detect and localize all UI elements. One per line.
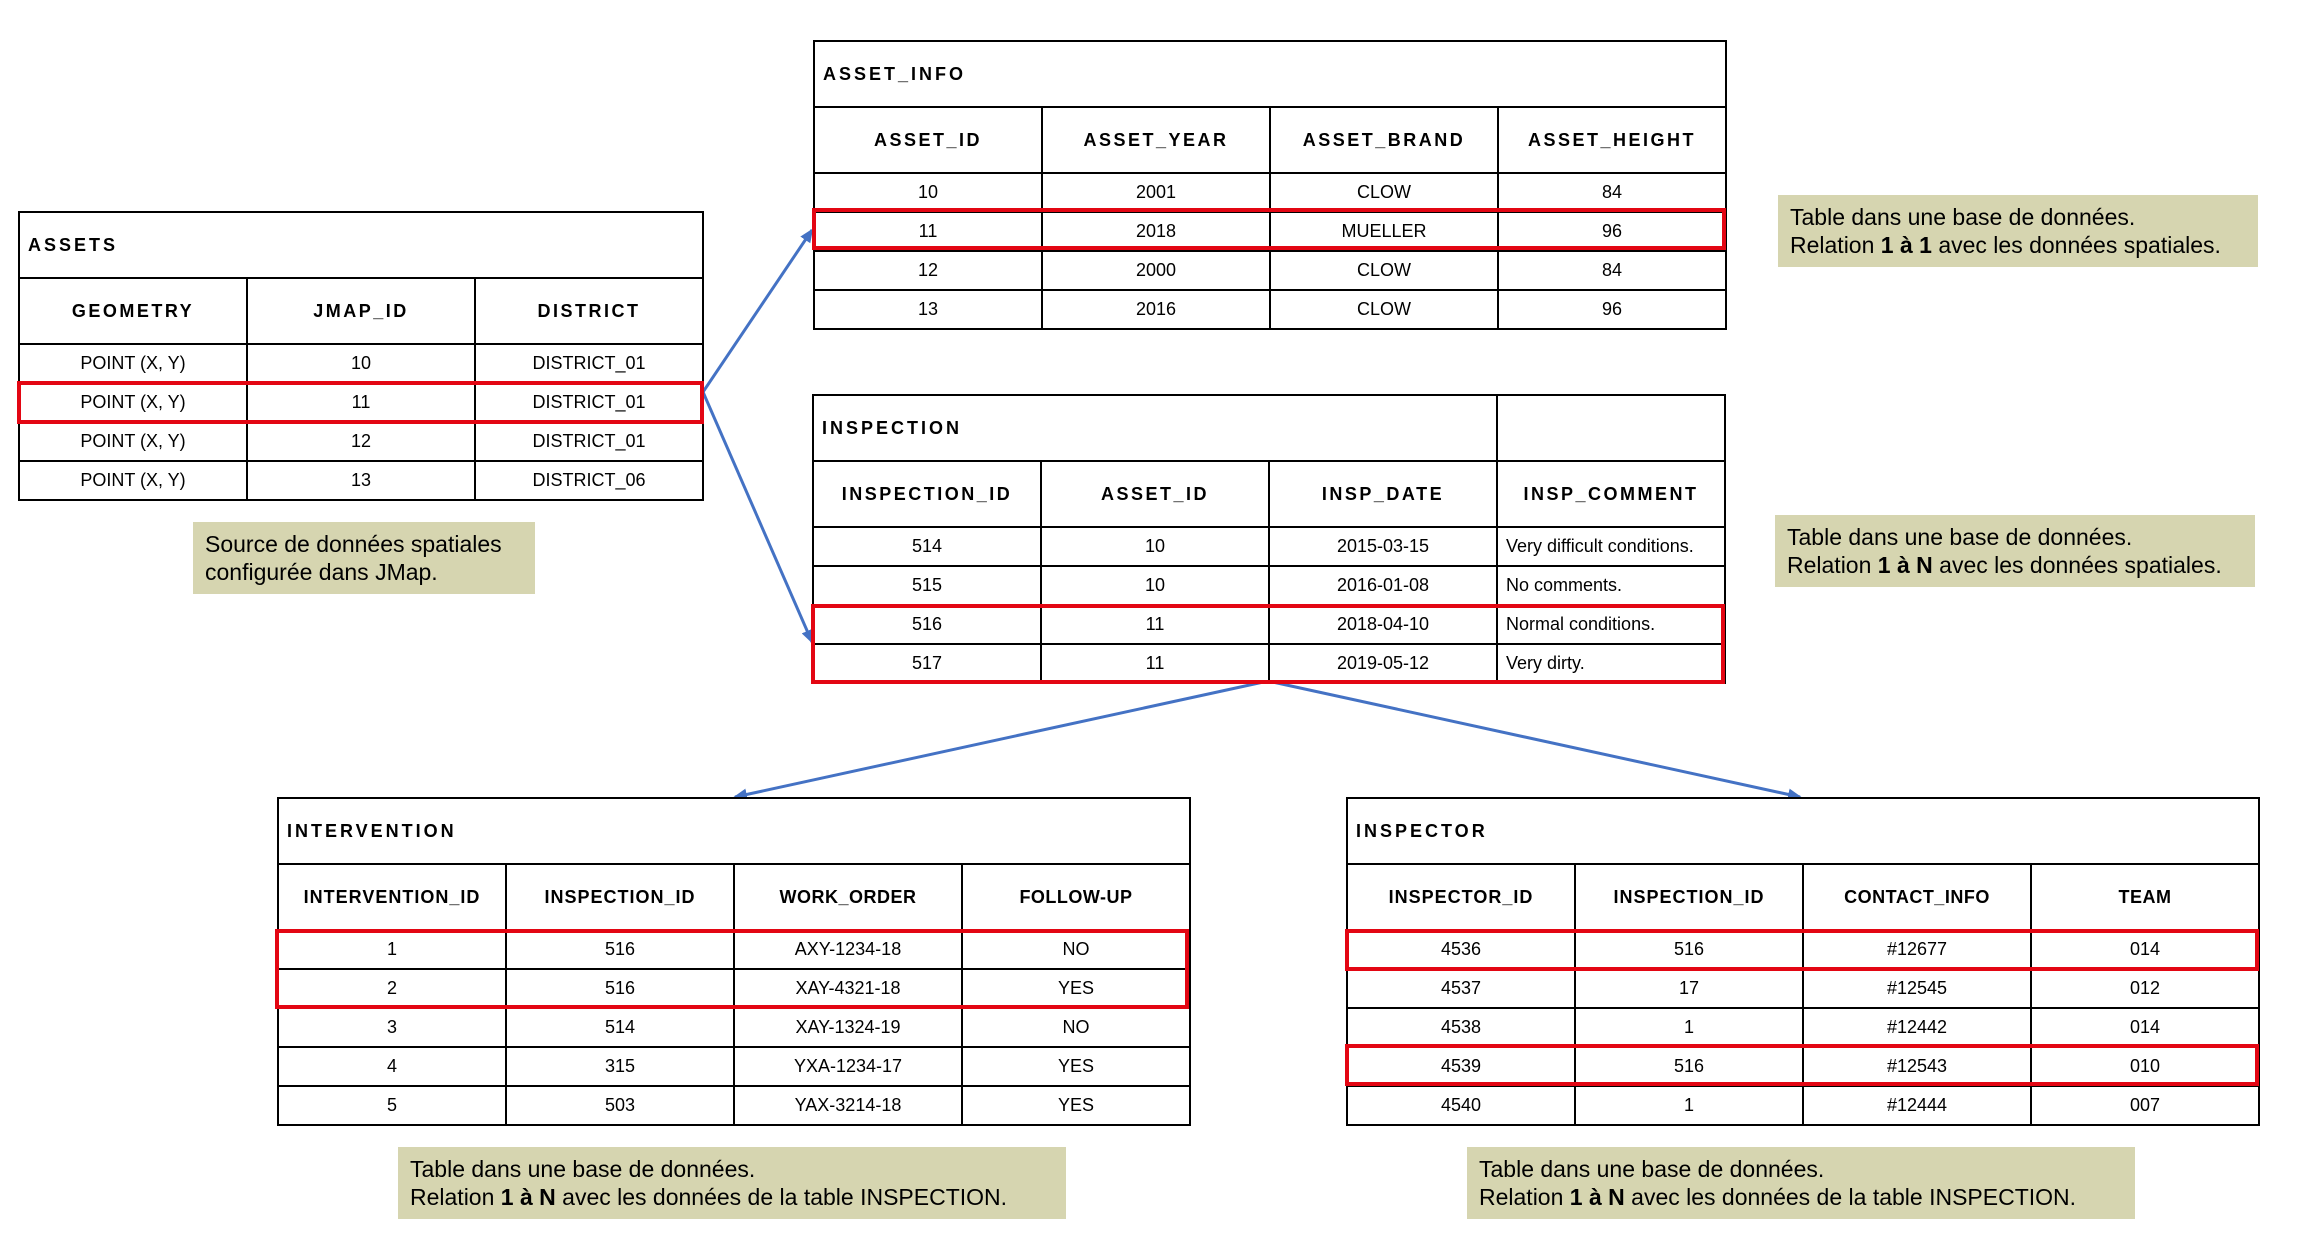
table-row: [278, 1086, 1190, 1125]
table-cell: 2018-04-10: [1269, 605, 1497, 644]
table-cell: 2016: [1042, 290, 1270, 329]
note-line: Table dans une base de données.: [1790, 204, 2136, 230]
table-cell: Very difficult conditions.: [1497, 527, 1725, 566]
table-cell: 4: [278, 1047, 506, 1086]
table-cell: 516: [506, 930, 734, 969]
table-cell: CLOW: [1270, 251, 1498, 290]
table-row: [813, 566, 1725, 605]
table-cell: NO: [962, 1008, 1190, 1047]
note-line: Table dans une base de données.: [410, 1156, 756, 1182]
table-cell: 007: [2031, 1086, 2259, 1125]
table-cell: 2016-01-08: [1269, 566, 1497, 605]
column-header: CONTACT_INFO: [1803, 864, 2031, 930]
column-header: ASSET_HEIGHT: [1498, 107, 1726, 173]
table-cell: 515: [813, 566, 1041, 605]
relation-cardinality: 1 à 1: [1880, 232, 1932, 258]
column-header: INSPECTION_ID: [1575, 864, 1803, 930]
table-cell: 503: [506, 1086, 734, 1125]
note-asset-info-relation: [1778, 195, 2258, 267]
table-cell: 1: [278, 930, 506, 969]
table-row: [19, 383, 703, 422]
table-cell: MUELLER: [1270, 212, 1498, 251]
table-cell: 10: [1041, 527, 1269, 566]
note-text: Relation: [1790, 232, 1881, 258]
table-cell: 014: [2031, 1008, 2259, 1047]
table-cell: No comments.: [1497, 566, 1725, 605]
table-title: INSPECTOR: [1347, 798, 2259, 864]
note-text: Relation: [410, 1184, 501, 1210]
note-assets-source: [193, 522, 535, 594]
table-cell: POINT (X, Y): [19, 383, 247, 422]
table-cell: 516: [1575, 930, 1803, 969]
table-cell: 4537: [1347, 969, 1575, 1008]
column-header: INSPECTION_ID: [506, 864, 734, 930]
table-cell: #12677: [1803, 930, 2031, 969]
table-row: [1347, 969, 2259, 1008]
table-cell: 010: [2031, 1047, 2259, 1086]
table-title: ASSET_INFO: [814, 41, 1726, 107]
table-row: [278, 1008, 1190, 1047]
table-cell: 4536: [1347, 930, 1575, 969]
table-row: [814, 212, 1726, 251]
table-row: [278, 969, 1190, 1008]
column-header: WORK_ORDER: [734, 864, 962, 930]
note-text: Relation: [1479, 1184, 1570, 1210]
column-header: ASSET_BRAND: [1270, 107, 1498, 173]
table-cell: 11: [1041, 605, 1269, 644]
note-text: Relation: [1787, 552, 1878, 578]
table-cell: AXY-1234-18: [734, 930, 962, 969]
table-cell: 516: [1575, 1047, 1803, 1086]
table-cell: 2001: [1042, 173, 1270, 212]
table-cell: 12: [814, 251, 1042, 290]
table-cell: 84: [1498, 173, 1726, 212]
note-line: configurée dans JMap.: [205, 559, 438, 585]
table-cell: DISTRICT_01: [475, 383, 703, 422]
table-cell: 2018: [1042, 212, 1270, 251]
table-cell: #12444: [1803, 1086, 2031, 1125]
column-header: TEAM: [2031, 864, 2259, 930]
table-row: [1347, 1008, 2259, 1047]
table-cell: 96: [1498, 290, 1726, 329]
table-cell: XAY-4321-18: [734, 969, 962, 1008]
arrow-inspection-to-intervention: [735, 681, 1268, 797]
table-cell: 96: [1498, 212, 1726, 251]
note-line: Source de données spatiales: [205, 531, 502, 557]
column-header: INSPECTOR_ID: [1347, 864, 1575, 930]
table-cell: 516: [813, 605, 1041, 644]
arrow-assets-to-asset-info: [703, 230, 812, 392]
table-cell: POINT (X, Y): [19, 344, 247, 383]
table-cell: 12: [247, 422, 475, 461]
note-line: Table dans une base de données.: [1479, 1156, 1825, 1182]
table-row: [278, 1047, 1190, 1086]
table-cell: DISTRICT_01: [475, 344, 703, 383]
table-cell: 13: [814, 290, 1042, 329]
table-cell: 4538: [1347, 1008, 1575, 1047]
table-title-empty-cell: [1497, 395, 1725, 461]
table-title: ASSETS: [19, 212, 703, 278]
note-line: [410, 1183, 1054, 1211]
column-header: FOLLOW-UP: [962, 864, 1190, 930]
table-row: [19, 461, 703, 500]
table-cell: 1: [1575, 1086, 1803, 1125]
table-row: [813, 527, 1725, 566]
note-line: [1479, 1183, 2123, 1211]
table-cell: 012: [2031, 969, 2259, 1008]
column-header: ASSET_ID: [814, 107, 1042, 173]
column-header: INSPECTION_ID: [813, 461, 1041, 527]
table-row: [19, 344, 703, 383]
relation-cardinality: 1 à N: [1569, 1184, 1625, 1210]
note-line: [1787, 551, 2243, 579]
table-cell: 11: [247, 383, 475, 422]
table-cell: 10: [1041, 566, 1269, 605]
table-row: [813, 644, 1725, 683]
column-header: ASSET_YEAR: [1042, 107, 1270, 173]
note-line: [1790, 231, 2246, 259]
note-text: avec les données spatiales.: [1932, 552, 2222, 578]
table-cell: XAY-1324-19: [734, 1008, 962, 1047]
relation-cardinality: 1 à N: [1877, 552, 1933, 578]
table-cell: 3: [278, 1008, 506, 1047]
table-cell: 516: [506, 969, 734, 1008]
table-cell: 10: [247, 344, 475, 383]
table-title: INTERVENTION: [278, 798, 1190, 864]
inspection-table: [812, 394, 1726, 684]
table-row: [1347, 930, 2259, 969]
table-cell: #12543: [1803, 1047, 2031, 1086]
table-cell: #12545: [1803, 969, 2031, 1008]
asset-info-table: [813, 40, 1727, 330]
table-cell: 17: [1575, 969, 1803, 1008]
table-cell: 11: [1041, 644, 1269, 683]
table-row: [19, 422, 703, 461]
table-row: [814, 173, 1726, 212]
table-cell: 10: [814, 173, 1042, 212]
column-header: INSP_DATE: [1269, 461, 1497, 527]
table-cell: YES: [962, 1047, 1190, 1086]
table-cell: 4540: [1347, 1086, 1575, 1125]
table-cell: CLOW: [1270, 290, 1498, 329]
table-cell: NO: [962, 930, 1190, 969]
table-cell: #12442: [1803, 1008, 2031, 1047]
column-header: JMAP_ID: [247, 278, 475, 344]
arrow-inspection-to-inspector: [1268, 681, 1800, 797]
table-cell: 2: [278, 969, 506, 1008]
note-text: avec les données de la table INSPECTION.: [555, 1184, 1008, 1210]
table-cell: YES: [962, 969, 1190, 1008]
table-cell: 315: [506, 1047, 734, 1086]
table-cell: DISTRICT_01: [475, 422, 703, 461]
table-cell: 1: [1575, 1008, 1803, 1047]
note-line: Table dans une base de données.: [1787, 524, 2133, 550]
table-cell: POINT (X, Y): [19, 461, 247, 500]
table-cell: Normal conditions.: [1497, 605, 1725, 644]
note-inspector-relation: [1467, 1147, 2135, 1219]
table-cell: YAX-3214-18: [734, 1086, 962, 1125]
table-row: [814, 290, 1726, 329]
column-header: ASSET_ID: [1041, 461, 1269, 527]
table-cell: POINT (X, Y): [19, 422, 247, 461]
table-cell: 5: [278, 1086, 506, 1125]
note-intervention-relation: [398, 1147, 1066, 1219]
table-cell: 11: [814, 212, 1042, 251]
table-cell: 514: [506, 1008, 734, 1047]
inspector-table: [1346, 797, 2260, 1126]
table-row: [1347, 1047, 2259, 1086]
arrow-assets-to-inspection: [703, 392, 812, 642]
table-row: [813, 605, 1725, 644]
column-header: DISTRICT: [475, 278, 703, 344]
intervention-table: [277, 797, 1191, 1126]
table-row: [814, 251, 1726, 290]
table-cell: Very dirty.: [1497, 644, 1725, 683]
assets-table: [18, 211, 704, 501]
table-row: [278, 930, 1190, 969]
table-title: INSPECTION: [813, 395, 1497, 461]
table-cell: 84: [1498, 251, 1726, 290]
column-header: GEOMETRY: [19, 278, 247, 344]
table-cell: YXA-1234-17: [734, 1047, 962, 1086]
table-cell: 514: [813, 527, 1041, 566]
table-cell: YES: [962, 1086, 1190, 1125]
table-row: [1347, 1086, 2259, 1125]
table-cell: 517: [813, 644, 1041, 683]
table-cell: CLOW: [1270, 173, 1498, 212]
note-inspection-relation: [1775, 515, 2255, 587]
column-header: INTERVENTION_ID: [278, 864, 506, 930]
table-cell: 4539: [1347, 1047, 1575, 1086]
table-cell: DISTRICT_06: [475, 461, 703, 500]
note-text: avec les données spatiales.: [1931, 232, 2221, 258]
column-header: INSP_COMMENT: [1497, 461, 1725, 527]
table-cell: 2019-05-12: [1269, 644, 1497, 683]
relation-cardinality: 1 à N: [500, 1184, 556, 1210]
table-cell: 2000: [1042, 251, 1270, 290]
table-cell: 13: [247, 461, 475, 500]
table-cell: 2015-03-15: [1269, 527, 1497, 566]
table-cell: 014: [2031, 930, 2259, 969]
note-text: avec les données de la table INSPECTION.: [1624, 1184, 2077, 1210]
